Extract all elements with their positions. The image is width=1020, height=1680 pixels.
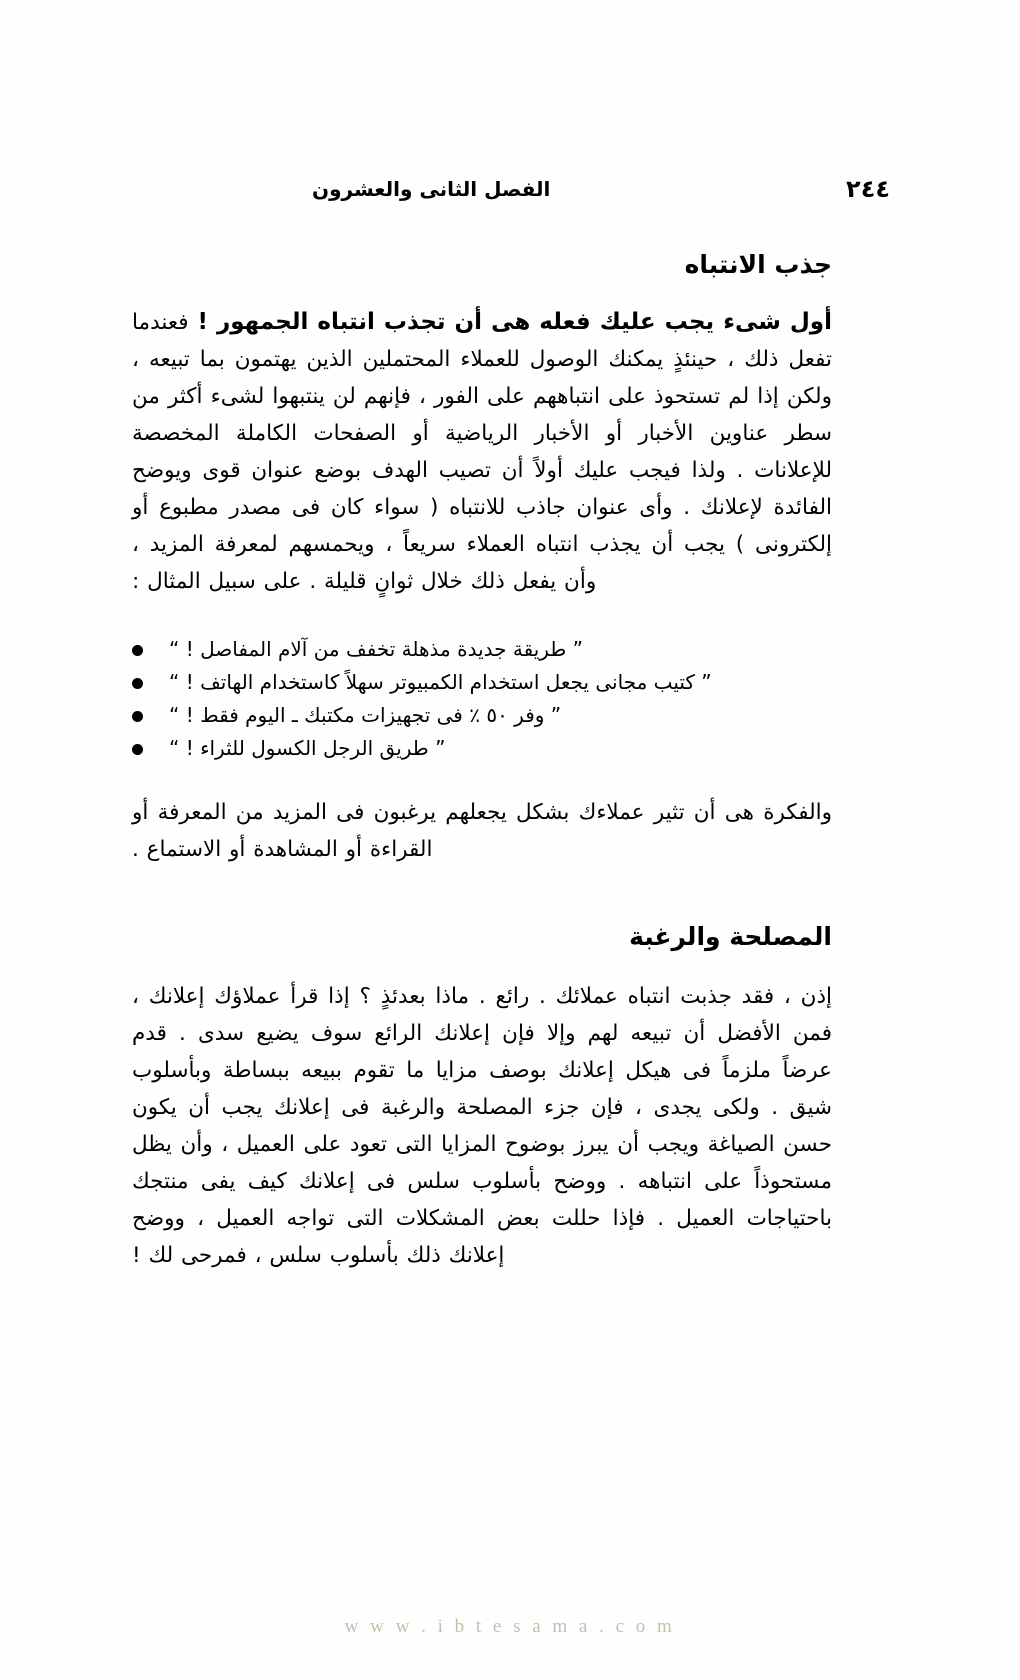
paragraph-closing-idea: والفكرة هى أن تثير عملاءك بشكل يجعلهم يرغبون فى المزيد من المعرفة أو القراءة أو المشاهدة أو الاستماع . [132, 800, 832, 862]
bullet-dot-icon [132, 711, 143, 722]
chapter-title: الفصل الثانى والعشرون [312, 177, 551, 201]
list-item-text: ” كتيب مجانى يجعل استخدام الكمبيوتر سهلاً كاستخدام الهاتف ! “ [169, 670, 712, 694]
example-headline-list [132, 634, 832, 764]
paragraph-lead-sentence: أول شىء يجب عليك فعله هى أن تجذب انتباه الجمهور ! [188, 309, 832, 335]
footer-watermark: w w w . i b t e s a m a . c o m [344, 1616, 676, 1637]
list-item [132, 667, 832, 698]
section-heading-interest-desire: المصلحة والرغبة [629, 922, 832, 951]
page-content [132, 250, 832, 1274]
bullet-dot-icon [132, 645, 143, 656]
section-heading-attract-attention: جذب الانتباه [684, 250, 832, 279]
list-item-text: ” وفر ٥٠ ٪ فى تجهيزات مكتبك ـ اليوم فقط ! “ [169, 703, 562, 727]
bullet-dot-icon [132, 744, 143, 755]
paragraph-intro-body: فعندما تفعل ذلك ، حينئذٍ يمكنك الوصول للعملاء المحتملين الذين يهتمون بما تبيعه ، ولكن إذا لم تستحوذ على انتباههم على الفور ، فإنهم لن ينتبهوا لشىء أكثر من سطر عناوين الأخبار أو الأخبار الرياضية أو الصفحات الكاملة المخصصة للإعلانات . ولذا فيجب عليك أولاً أن تصيب الهدف بوضع عنوان قوى ويوضح الفائدة لإعلانك . وأى عنوان جاذب للانتباه ( سواء كان فى مصدر مطبوع أو إلكترونى ) يجب أن يجذب انتباه العملاء سريعاً ، ويحمسهم لمعرفة المزيد ، وأن يفعل ذلك خلال ثوانٍ قليلة . على سبيل المثال : [132, 310, 832, 594]
list-item-text: ” طريق الرجل الكسول للثراء ! “ [169, 736, 446, 760]
list-item-text: ” طريقة جديدة مذهلة تخفف من آلام المفاصل ! “ [169, 637, 583, 661]
page-number: ٢٤٤ [846, 175, 890, 203]
paragraph-interest-desire: إذن ، فقد جذبت انتباه عملائك . رائع . ماذا بعدئذٍ ؟ إذا قرأ عملاؤك إعلانك ، فمن الأفضل أن تبيعه لهم وإلا فإن إعلانك الرائع سوف يضيع سدى . قدم عرضاً ملزماً فى هيكل إعلانك بوصف مزايا ما تقوم ببيعه ببساطة وبأسلوب شيق . ولكى يجدى ، فإن جزء المصلحة والرغبة فى إعلانك يجب أن يكون حسن الصياغة ويجب أن يبرز بوضوح المزايا التى تعود على العميل ، وأن يظل مستحوذاً على انتباهه . ووضح بأسلوب سلس فى إعلانك كيف يفى منتجك باحتياجات العميل . فإذا حللت بعض المشكلات التى تواجه العميل ، ووضح إعلانك ذلك بأسلوب سلس ، فمرحى لك ! [132, 984, 832, 1268]
paragraph-intro [132, 304, 832, 600]
list-item [132, 733, 832, 764]
running-head [130, 172, 890, 206]
list-item [132, 700, 832, 731]
bullet-dot-icon [132, 678, 143, 689]
list-item [132, 634, 832, 665]
